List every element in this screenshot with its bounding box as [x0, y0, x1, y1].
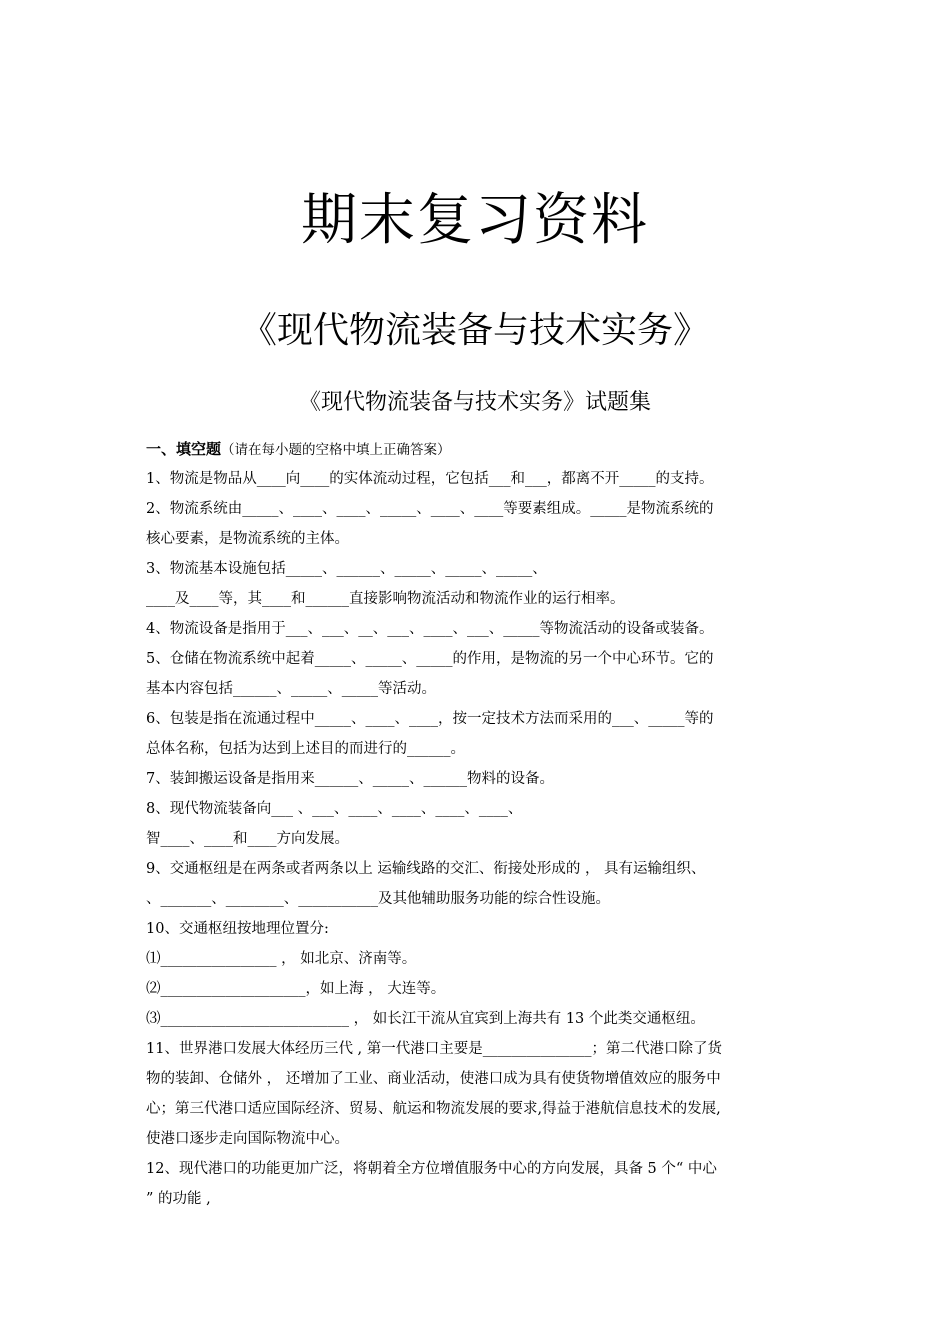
- question-line: ” 的功能 ,: [146, 1191, 211, 1207]
- question-line: 12、现代港口的功能更加广泛，将朝着全方位增值服务中心的方向发展，具备 5 个“ 中心: [146, 1161, 717, 1177]
- question-line: 核心要素，是物流系统的主体。: [146, 531, 349, 547]
- question-line: 6、包装是指在流通过程中_____、____、____，按一定技术方法而采用的___、_____等的: [146, 711, 714, 727]
- question-line: ____及____等，其____和______直接影响物流活动和物流作业的运行相率。: [146, 591, 625, 607]
- question-line: 10、交通枢纽按地理位置分:: [146, 921, 329, 937]
- document-subtitle: 《现代物流装备与技术实务》: [240, 310, 709, 351]
- question-line: 9、交通枢纽是在两条或者两条以上 运输线路的交汇、衔接处形成的 ， 具有运输组织、: [146, 861, 706, 877]
- question-line: 4、物流设备是指用于___、___、__、___、____、___、_____等物流活动的设备或装备。: [146, 621, 714, 637]
- question-body: [146, 434, 814, 1214]
- question-line: 智____、____和____方向发展。: [146, 831, 349, 847]
- document-heading: 《现代物流装备与技术实务》试题集: [298, 390, 651, 415]
- question-line: 3、物流基本设施包括_____、______、_____、_____、_____、: [146, 561, 547, 577]
- question-line: ⑵____________________，如上海 ， 大连等。: [146, 981, 446, 997]
- question-line: 1、物流是物品从____向____的实体流动过程，它包括___和___，都离不开_____的支持。: [146, 471, 714, 487]
- question-line: 总体名称，包括为达到上述目的而进行的______。: [146, 741, 465, 757]
- question-line: 心；第三代港口适应国际经济、贸易、航运和物流发展的要求,得益于港航信息技术的发展,: [146, 1101, 721, 1117]
- section-header: [146, 434, 814, 464]
- question-line: 物的装卸、仓储外 ， 还增加了工业、商业活动，使港口成为具有使货物增值效应的服务中: [146, 1071, 721, 1087]
- question-line: 8、现代物流装备向___ 、___、____、____、____、____、: [146, 801, 523, 817]
- question-line: 基本内容包括______、_____、_____等活动。: [146, 681, 436, 697]
- question-line: 5、仓储在物流系统中起着_____、_____、_____的作用，是物流的另一个中心环节。它的: [146, 651, 714, 667]
- section-note: （请在每小题的空格中填上正确答案）: [221, 442, 451, 458]
- question-line: 11、世界港口发展大体经历三代 , 第一代港口主要是_______________；第二代港口除了货: [146, 1041, 723, 1057]
- question-line: 使港口逐步走向国际物流中心。: [146, 1131, 349, 1147]
- question-line: 7、装卸搬运设备是指用来______、_____、______物料的设备。: [146, 771, 554, 787]
- question-line: 、_______、________、___________及其他辅助服务功能的综合性设施。: [146, 891, 610, 907]
- document-title: 期末复习资料: [301, 188, 649, 253]
- question-line: 2、物流系统由_____、____、____、_____、____、____等要素组成。_____是物流系统的: [146, 501, 714, 517]
- question-line: ⑴________________ ， 如北京、济南等。: [146, 951, 417, 967]
- question-line: ⑶__________________________ ， 如长江干流从宜宾到上海共有 13 个此类交通枢纽。: [146, 1011, 705, 1027]
- section-label: 一、填空题: [146, 440, 222, 458]
